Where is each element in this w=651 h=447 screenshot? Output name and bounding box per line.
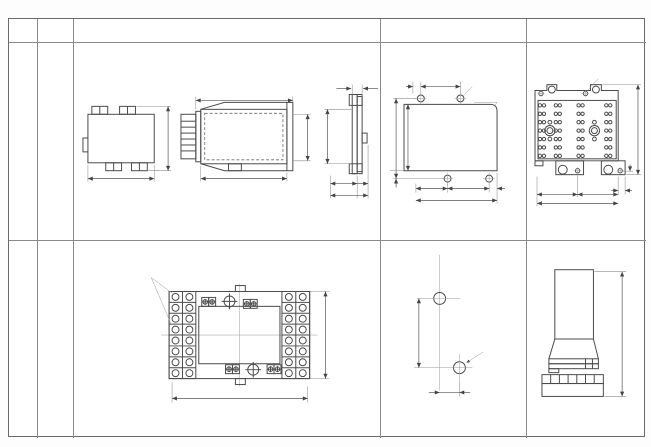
header-install xyxy=(381,19,527,43)
fig-no-row2 xyxy=(9,241,38,438)
dim-135 xyxy=(201,165,287,181)
outline-cell-row2 xyxy=(74,241,381,438)
dim-7 xyxy=(390,170,404,187)
side-view-dashed-body xyxy=(205,113,283,160)
dim-6-5 xyxy=(611,176,632,194)
outline-cell-row1 xyxy=(74,43,381,241)
fig-no-row1 xyxy=(9,43,38,241)
spec-table xyxy=(8,18,645,437)
hole-spec-leader xyxy=(466,352,483,363)
side-view xyxy=(181,102,293,170)
header-fig-no xyxy=(9,19,38,43)
header-outline xyxy=(74,19,381,43)
install-cell-row1 xyxy=(381,43,527,241)
terminal-contact-grid xyxy=(538,103,612,157)
header-terminal xyxy=(527,19,646,43)
dim-20 xyxy=(429,382,471,397)
outline-drawing-rear-wiring xyxy=(74,44,380,240)
dim-152max xyxy=(172,383,308,403)
dim-85 xyxy=(136,106,171,170)
terminal-cell-row2 xyxy=(527,241,646,438)
dim-60 xyxy=(325,109,352,163)
hole-leader xyxy=(463,86,472,95)
dim-top-chain xyxy=(406,81,460,93)
terminal-drawing-rear-wiring xyxy=(528,44,646,240)
header-structure xyxy=(38,19,74,43)
dim-67 xyxy=(293,114,311,161)
dim-bottom-chain xyxy=(416,172,505,203)
panel-cutout-outline xyxy=(404,104,497,170)
structure-row2 xyxy=(38,241,74,438)
dim-77 xyxy=(393,98,443,178)
front-view xyxy=(83,106,154,170)
dim-185max xyxy=(594,272,626,397)
relay-side-silhouette xyxy=(541,270,602,397)
install-hole-drawing-rear-wiring xyxy=(381,44,526,240)
dim-bottom-terminal xyxy=(537,175,618,206)
install-cell-row2 xyxy=(381,241,527,438)
lower-hole xyxy=(414,354,472,382)
terminal-side-drawing-front-wiring xyxy=(528,242,646,437)
upper-hole xyxy=(417,292,461,304)
structure-row1 xyxy=(38,43,74,241)
install-hole-drawing-front-wiring xyxy=(381,242,526,437)
current-terminal-leaders xyxy=(151,278,174,325)
terminal-cell-row1 xyxy=(527,43,646,241)
outline-drawing-front-wiring xyxy=(74,242,380,437)
rear-view xyxy=(349,94,367,173)
dim-4 xyxy=(622,164,633,170)
